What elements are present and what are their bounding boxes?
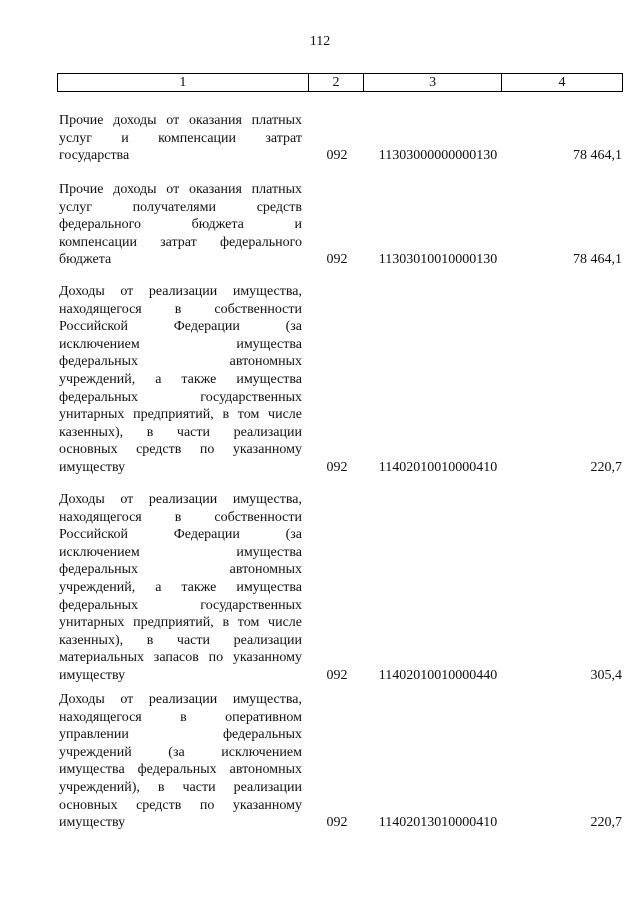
budget-code: 11402013010000410 [378, 815, 498, 831]
description-line: имуществу [59, 815, 126, 831]
description-line: находящегося в оперативном [59, 709, 302, 725]
budget-code: 11303000000000130 [378, 148, 498, 164]
table-row [0, 283, 640, 477]
description-line: учреждений, а также имущества [59, 579, 302, 595]
description-line: основных средств по указанному [59, 442, 302, 458]
admin-code: 092 [326, 252, 348, 268]
description-line: имуществу [59, 459, 126, 475]
description-line: основных средств по указанному [59, 797, 302, 813]
description-line: услуг получателями средств [59, 199, 302, 215]
description-line: Доходы от реализации имущества, [59, 492, 302, 507]
header-col-3: 3 [364, 74, 502, 92]
description-line: материальных запасов по указанному [59, 650, 302, 666]
row-description [59, 181, 302, 269]
budget-code: 11402010010000440 [378, 668, 498, 683]
description-line: Российской Федерации (за [59, 319, 302, 335]
description-line: Прочие доходы от оказания платных [59, 113, 302, 128]
description-line: федеральных государственных [59, 597, 302, 613]
description-line: учреждений (за исключением [59, 744, 302, 760]
description-line: федеральных автономных [59, 562, 302, 578]
budget-code: 11402010010000410 [378, 460, 498, 475]
description-line: находящегося в собственности [59, 509, 302, 525]
description-line: государства [59, 148, 130, 164]
description-line: Доходы от реализации имущества, [59, 692, 302, 707]
table-header [57, 73, 623, 92]
admin-code: 092 [326, 815, 348, 831]
description-line: унитарных предприятий, в том числе [59, 615, 302, 631]
description-line: услуг и компенсации затрат [59, 130, 302, 146]
table-row [0, 691, 640, 832]
description-line: казенных), в части реализации [59, 424, 302, 440]
row-description [59, 112, 302, 165]
description-line: федеральных государственных [59, 389, 302, 405]
table-row [0, 112, 640, 165]
description-line: бюджета [59, 252, 112, 268]
description-line: федерального бюджета и [59, 217, 302, 233]
header-col-1: 1 [58, 74, 309, 92]
amount-value: 78 464,1 [573, 252, 622, 268]
description-line: учреждений), в части реализации [59, 779, 302, 795]
row-description [59, 691, 302, 832]
description-line: исключением имущества [59, 544, 302, 560]
amount-value: 305,4 [590, 668, 622, 683]
amount-value: 78 464,1 [573, 148, 622, 164]
budget-code: 11303010010000130 [378, 252, 498, 268]
row-description [59, 283, 302, 477]
page-number: 112 [309, 34, 331, 49]
table-row [0, 181, 640, 269]
header-col-4: 4 [502, 74, 623, 92]
description-line: управлении федеральных [59, 727, 302, 743]
admin-code: 092 [326, 668, 348, 683]
description-line: федеральных автономных [59, 354, 302, 370]
row-description [59, 491, 302, 685]
admin-code: 092 [326, 460, 348, 475]
description-line: Российской Федерации (за [59, 527, 302, 543]
description-line: Доходы от реализации имущества, [59, 284, 302, 299]
description-line: находящегося в собственности [59, 301, 302, 317]
header-col-2: 2 [308, 74, 364, 92]
amount-value: 220,7 [590, 815, 622, 831]
admin-code: 092 [326, 148, 348, 164]
description-line: учреждений, а также имущества [59, 371, 302, 387]
description-line: унитарных предприятий, в том числе [59, 407, 302, 423]
description-line: имущества федеральных автономных [59, 762, 302, 778]
amount-value: 220,7 [590, 460, 622, 475]
description-line: имуществу [59, 667, 126, 683]
table-row [0, 491, 640, 685]
description-line: Прочие доходы от оказания платных [59, 182, 302, 197]
description-line: исключением имущества [59, 336, 302, 352]
description-line: казенных), в части реализации [59, 632, 302, 648]
description-line: компенсации затрат федерального [59, 234, 302, 250]
